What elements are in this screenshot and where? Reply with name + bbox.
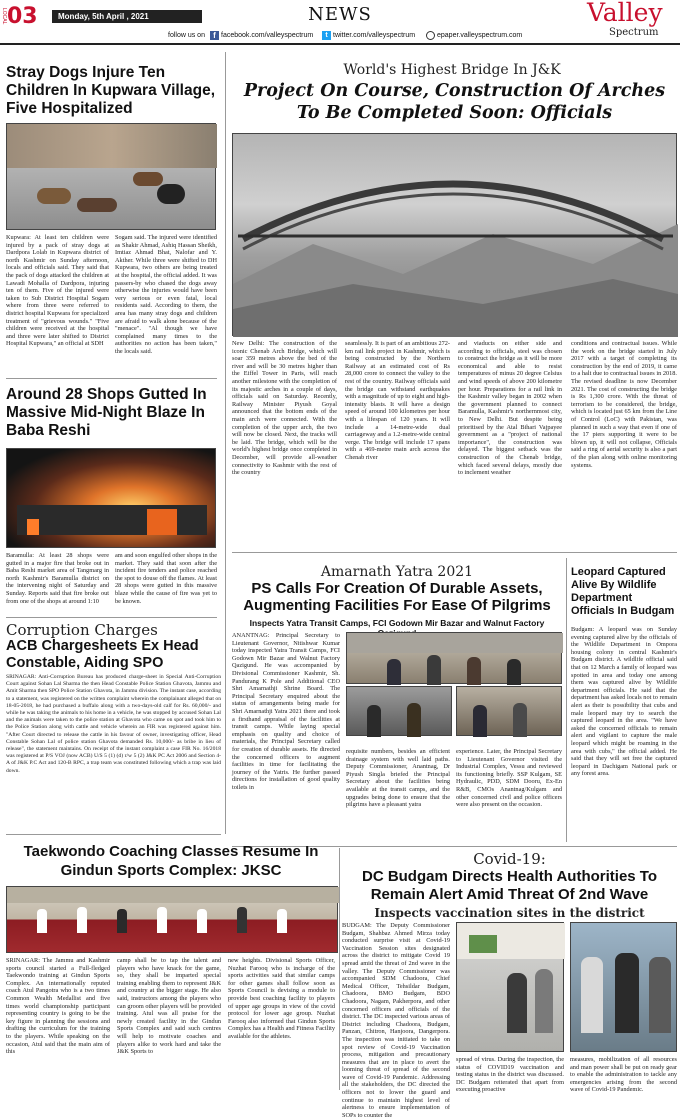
- covid-kicker: Covid-19:: [473, 850, 546, 868]
- brand-name-top: Valley: [587, 0, 663, 27]
- page-number: 03: [7, 4, 38, 29]
- taekwondo-col3: new heights. Divisional Sports Officer, Nuzhat Farooq who is incharge of the sports activities said that similar camps for other games shall follow soon as Sports Council is devising a module to provide best coaching facility to players of upper age groups in view of the covid protocol for lower age group. Nuzhat Farooq also informed that Gindun Sports Complex has a Health and Fitness Facility available for the athletes.: [228, 957, 335, 1040]
- follow-label: follow us on: [168, 32, 205, 39]
- amarnath-subhead: Inspects Yatra Transit Camps, FCI Godown Mir Bazar and Walnut Factory: [249, 618, 545, 628]
- amarnath-col3: experience. Later, the Principal Secretary to Lieutenant Governor visited the Industrial Complex, Vessu and reviewed its functioning briefly. SSP Kulgam, SE Hydraulic, PDD, SDM Dooru, Ex-En R&B, CMOs Anantnag/Kulgam and other concerned civil and police officers were also present on the occasion.: [456, 748, 562, 809]
- stray-dogs-headline: Stray Dogs Injure Ten Children In Kupwara Village, Five Hospitalized: [6, 64, 216, 117]
- amarnath-photo-left: [346, 686, 452, 736]
- twitter-link[interactable]: twitter.com/valleyspectrum: [333, 32, 416, 39]
- brand-name-bottom: Spectrum: [609, 27, 659, 38]
- leopard-headline: Leopard Captured Alive By Wildlife Department Officials In Budgam: [571, 566, 675, 617]
- bridge-col3: and viaducts on either side and according to officials, steel was chosen to construct the bridge as it will be more economical and able to resist temperatures of minus 20 degree Celsius and wind speeds of above 200 kilometre per hour. Preparations for a rail link in the Kashmir valley began in 2002 when the government planned to connect Baramulla, Kashmir's northernmost city, to New Delhi. But despite being prioritised by the Atal Bihari Vajpayee government as a "project of national importance", the construction was delayed. The biggest setback was the construction of the Chenab bridge, which faced several delays, mostly due to inclement weather: [458, 340, 562, 477]
- facebook-icon[interactable]: f: [210, 31, 219, 40]
- divider: [232, 552, 677, 553]
- acb-kicker: Corruption Charges: [6, 621, 158, 639]
- bridge-col4: conditions and contractual issues. While the work on the bridge started in July 2017 with a target of completing its construction by the end of 2019, it came to a halt due to contractual issues in 2018. The revised deadline is now December 2021. The cost of constructing the bridge is Rs 1,300 crore. With the threat of terrorism to be considered, the bridge, which is located just 65 km from the Line of Control (LoC) with Pakistan, was planned in such a way that even if one of the 17 piers supporting it were to be blown up, it will not collapse, Officials said a ring of aerial security is also a part of the plan along with online monitoring systems.: [571, 340, 677, 469]
- section-title: NEWS: [308, 4, 372, 25]
- globe-icon[interactable]: [426, 31, 435, 40]
- covid-col1: BUDGAM: The Deputy Commissioner Budgam, Shahbaz Ahmed Mirza today conducted surprise visit at Covid-19 Vaccination Session sites designated across the district to mitigate Covid 19 spread amid the threat of 2nd wave in the valley. The Deputy Commissioner was accompanied SDM Chadoora, Chief Medical Officer, Tehsildar Budgam, Chadoora, BMO Budgam, BDO Chadoora, Nagam, Pakherpora, and other concerned officers and officials of the district. The DC inspected various areas of District including Chadoora, Budgam, Panzan, Chitron, Hanjoora, Dangerpora. The inspection was initiated to take on spot review of Covid-19 Vaccination process, mitigation and precautionary measures that are in place to avert the looming threat of spread of the second wave of Covid-19 Pandemic. Addressing all the stakeholders, the DC directed the officers not to lower the guard and continue to maintain highest level of alertness to ensure implementation of SOPs to counter the: [342, 922, 450, 1119]
- taekwondo-photo: [6, 886, 338, 953]
- covid-subhead: Inspects vaccination sites in the district: [374, 906, 645, 920]
- column-rule: [225, 52, 226, 834]
- amarnath-photo-top: [346, 632, 562, 684]
- amarnath-col2: requisite numbers, besides an efficient drainage system with well laid paths. Deputy Commissioner, Anantnag, Dr Piyush Singla briefed the Principal Secretary about the facilities being available at the transit camps, and the upgrades being done to ensure that the pilgrims have a pleasant yatra: [346, 748, 450, 809]
- stray-dogs-col2: Sogam said. The injured were identified as Shakir Ahmad, Ashiq Hassan Sheikh, Imtiaz Ahmad Bhat, Nalofar and Y. Akther. While three were shifted to DH Kupwara, two others are being treated at the hospital, the official added. It was passers-by who chased the dogs away otherwise the injuries would have been very serious or even fatal, local residents said. According to them, the area has many stray dogs and children are afraid to walk alone because of the "menace". "Al though we have complained many times to the authorities no action has been taken," the locals said.: [115, 234, 217, 355]
- covid-headline: DC Budgam Directs Health Authorities To Remain Alert Amid Threat Of 2nd Wave: [361, 868, 658, 903]
- fire-col2: am and soon engulfed other shops in the market. They said that soon after the incident fire tenders and police reached the spot to douse off the flames. At least 28 shops were gutted in this massive blaze while the cause of fire was yet to be known.: [115, 552, 217, 605]
- fire-photo: [6, 448, 216, 548]
- amarnath-col1: ANANTNAG: Principal Secretary to Lieutenant Governor, Nitishwar Kumar today inspected Yatra Transit Camps, FCI Godown Mir Bazar and Walnut Factory Qazigund. He was accompanied by Divisional Commissioner Kashmir, Sh. Pandurang K Pole and Additional CEO Shri Amarnathji Shrine Board. The Principal Secretary enquired about the status of arrangements being made for Shri Amarnathji Yatra 2021 there and took a firsthand appraisal of the facilities at transit camps. While laying special emphasis on quality and choice of materials, the Principal Secretary called for creation of durable assets. He directed the concerned officers to augment facilities in time for facilitating the journey of the Yatris. He further passed directions for installation of good quality toilets in: [232, 632, 340, 791]
- bridge-col1: New Delhi: The construction of the iconic Chenab Arch Bridge, which will soar 359 metres above the bed of the river and will be 30 metres higher than the Eiffel Tower in Paris, will reach another milestone with the completion of its majestic arches in a couple of days, officials said on Saturday. Recently, Railway Minister Piyush Goyal announced that the bottom ends of the main arch were connected. With the completion of the upper arch, the two will now be closed. Next, the tracks will be laid. The bridge, which will be the world's highest bridge once completed in December, will provide all-weather connectivity to Kashmir with the rest of the country: [232, 340, 337, 477]
- covid-photo-left: [456, 922, 564, 1052]
- leopard-body: Budgam: A leopard was on Sunday evening captured alive by the officials of the Wildlife Department in Ompora housing colony in central Kashmir's Budgam district. A wildlife official said that on 12 March a family of leopard was spotted in area and today one among them was captured alive by Wildlife department officials. He said that the department has asked locals not to remain alert as their is possibility that cubs and male leopard may try to search the captured leopard in the area. "We have asked the concerned officials to remain alert and vigilant to capture the male leopard which might be roaming in the area with cubs," the official added. He said that they will set free the captured leopard in Dachigam National park or any forest area.: [571, 626, 677, 778]
- fire-headline: Around 28 Shops Gutted In Massive Mid-Night Blaze In Baba Reshi: [6, 386, 207, 439]
- amarnath-kicker: Amarnath Yatra 2021: [320, 564, 474, 580]
- acb-headline: ACB Chargesheets Ex Head Constable, Aiding SPO: [6, 638, 199, 671]
- taekwondo-headline: Taekwondo Coaching Classes Resume In Gindun Sports Complex: JKSC: [23, 843, 319, 879]
- masthead-rule: [0, 43, 680, 45]
- bridge-headline: Project On Course, Construction Of Arches To Be Completed Soon: Officials: [243, 81, 666, 123]
- bridge-col2: seamlessly. It is part of an ambitious 272-km rail link project in Kashmir, which is being constructed by the Northern Railway at an estimated cost of Rs 28,000 crore to connect the valley to the rest of the country. Railway officials said the bridge can withstand earthquakes with a magnitude of up to eight and high-intensity blasts. It will have a design speed of around 100 kilometres per hour with a lifespan of 120 years. It will include a 14-metre-wide dual carriageway and a 1.2-metre-wide central verge. The bridge will include 17 spans with a 469-metre main arch across the Chenab river: [345, 340, 450, 461]
- fire-col1: Baramulla: At least 28 shops were gutted in a major fire that broke out in Baba Reshi market area of Tangmarg in north Kashmir's Baramulla district on the intervening night of Saturday and Sunday. Reports said that fire broke out from one of the shops at around 1:10: [6, 552, 109, 605]
- bridge-photo: [232, 133, 677, 336]
- divider: [6, 378, 217, 379]
- epaper-link[interactable]: epaper.valleyspectrum.com: [437, 32, 523, 39]
- covid-photo-right: [570, 922, 677, 1052]
- stray-dogs-photo: [6, 123, 216, 230]
- bridge-kicker: World's Highest Bridge In J&K: [343, 62, 561, 78]
- column-rule: [566, 558, 567, 842]
- taekwondo-col1: SRINAGAR: The Jammu and Kashmir sports council started a Full-fledged Taekwondo training at Gindun Sports Complex. An internationally reputed coach Atul Pangotra who is a two times Common Wealth Medallist and five times world championship participant representing country is going to be the key figure in planning the sessions and drafting the curriculum for the training to the players. While speaking on the occasion, Atul said that the main aim of this: [6, 957, 110, 1056]
- issue-date: Monday, 5th April , 2021: [52, 10, 202, 23]
- masthead: [0, 0, 680, 44]
- covid-col3: measures, mobilization of all resources and man power shall be put on ready gear to enable the administration to tackle any emergencies arising from the second wave of Covid-19 Pandemic.: [570, 1056, 677, 1094]
- column-rule: [339, 848, 340, 1090]
- stray-dogs-col1: Kupwara: At least ten children were injured by a pack of stray dogs at Dardpora Lolab in Kupwara district of north Kashmir on Sunday afternoon, locals and officials said. They said that the pack of dogs attacked the children at Lawadi Mohalla of Dardpora, injuring ten of them. Five of the injured were taken to Sub District Hospital Sogam where from three were referred to district hospital Kupwara for specialized treatment of "grievous wounds." "Five children were received at the hospital and three were later shifted to District Hospital Kupwara," an official at SDH: [6, 234, 109, 348]
- taekwondo-col2: camp shall be to tap the talent and players who have knack for the game, so, they shall be imparted special training enabling them to represent J&K and country at the bigger stage. He also said, instructors among the players who can groom other players will be provided training. Atul was all praise for the newly created facility in the Gindun Sports Complex and said such centres will help to motivate coaches and players alike to work hard and take the J&K Sports to: [117, 957, 221, 1056]
- amarnath-photo-right: [456, 686, 562, 736]
- twitter-icon[interactable]: t: [322, 31, 331, 40]
- divider: [6, 617, 217, 618]
- page-tag: LOCAL: [1, 8, 7, 25]
- divider: [6, 834, 221, 835]
- amarnath-headline: PS Calls For Creation Of Durable Assets, Augmenting Facilities For Ease Of Pilgrims: [243, 580, 551, 614]
- facebook-link[interactable]: facebook.com/valleyspectrum: [221, 32, 314, 39]
- brand-logo: [583, 0, 678, 44]
- acb-body: SRINAGAR: Anti-Corruption Bureau has produced charge-sheet in Special Anti-Corruption Court against Sohan Lal Sharma the then Head Constable Police Station Ghavota, Jammu and Amit Sharma then SPO Police Station Ghavota, in Jammu division. The instant case, according to a statement, was registered on the written complaint wherein the complainant alleged that on 18-05-2018, he had purchased a buffalo along with a two-days-old calf for Rs. 60,000/- and while he was taking the animals to his home in a vehicle, he was stopped by accused Sohan Lal and the animals were taken to the police station at Ghavota who came on spot and took him to the Police Station along with cattle and vehicle wherein an FIR was registered against him. "After Court directed to release the cattle in his favour of owner, investigating officer, Head Constable Sohan Lal of police station Ghavota demanded Rs. 10,000/- as bribe in lieu of release", the statement maintains. On receipt of the instant complaint a case FIR No. 16/2018 was registered at P/S VOJ (now ACB) U/S 5 (1) (d) r/w 5 (2) J&K PC Act 2006 and Section 4-A of J&K P.C Act and 120-B RPC, a trap team was constituted following which a trap was laid down.: [6, 674, 221, 774]
- covid-col2: spread of virus. During the inspection, the status of COVID19 vaccination and testing status in the district was discussed. DC Budgam reiterated that apart from executing proactive: [456, 1056, 564, 1094]
